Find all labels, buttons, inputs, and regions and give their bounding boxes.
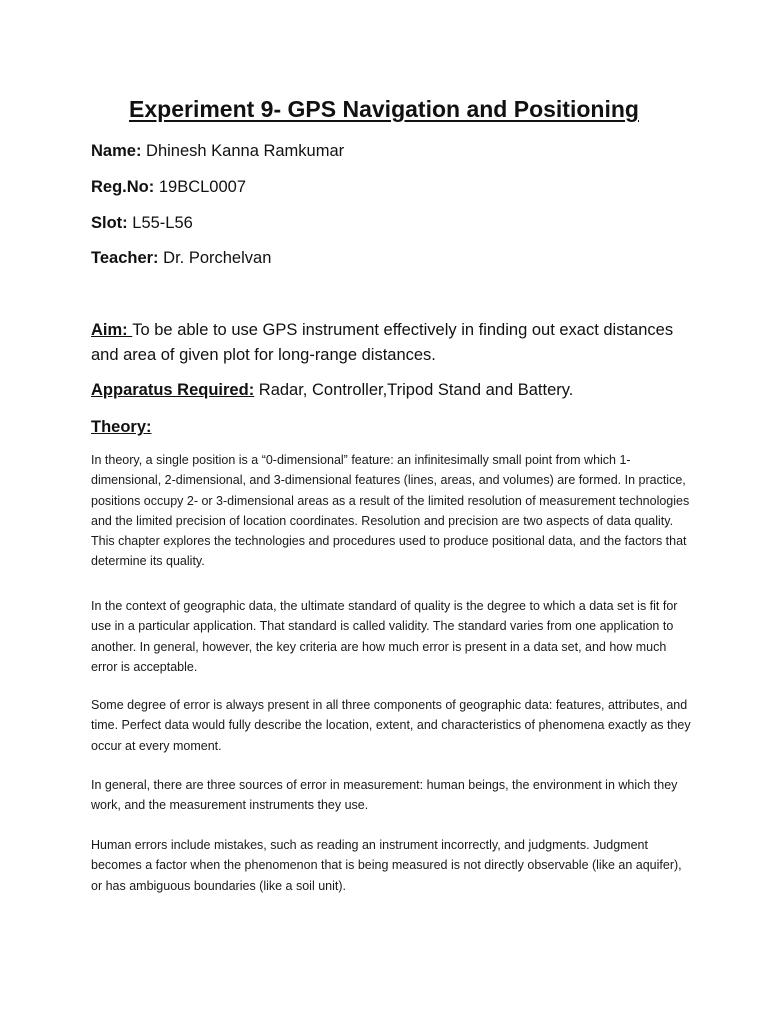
- theory-heading: Theory:: [91, 418, 152, 436]
- page-title: Experiment 9- GPS Navigation and Positioning: [129, 96, 639, 122]
- name-field: [91, 140, 344, 162]
- teacher-field: [91, 247, 271, 269]
- slot-value: L55-L56: [132, 214, 193, 232]
- theory-paragraph: In general, there are three sources of error in measurement: human beings, the environment in which they work, and the measurement instruments they use.: [91, 778, 678, 813]
- reg-no-field: [91, 176, 246, 198]
- theory-paragraph: In the context of geographic data, the ultimate standard of quality is the degree to which a data set is fit for use in a particular application. That standard is called validity. The standard varies from one application to another. In general, however, the key criteria are how much error is present in a data set, and how much error is acceptable.: [91, 599, 678, 674]
- theory-paragraph: In theory, a single position is a “0-dimensional” feature: an infinitesimally small point from which 1-dimensional, 2-dimensional, and 3-dimensional features (lines, areas, and volumes) are formed. In practice, positions occupy 2- or 3-dimensional areas as a result of the limited resolution of measurement technologies and the limited precision of location coordinates. Resolution and precision are two aspects of data quality. This chapter explores the technologies and procedures used to produce positional data, and the factors that determine its quality.: [91, 453, 690, 569]
- reg-no-value: 19BCL0007: [158, 178, 247, 196]
- apparatus-section: [91, 379, 711, 401]
- teacher-label: Teacher:: [91, 249, 159, 267]
- apparatus-label: Apparatus Required:: [91, 381, 255, 399]
- theory-paragraph: Some degree of error is always present in all three components of geographic data: features, attributes, and time. Perfect data would fully describe the location, extent, and characteristics of phenomena exactly as they occur at every moment.: [91, 698, 691, 753]
- apparatus-text: Radar, Controller,Tripod Stand and Battery.: [258, 381, 574, 399]
- aim-section: [91, 318, 691, 368]
- name-value: Dhinesh Kanna Ramkumar: [146, 142, 345, 160]
- theory-paragraph: Human errors include mistakes, such as reading an instrument incorrectly, and judgments. Judgment becomes a factor when the phenomenon that is being measured is not directly observable (like an aquifer), or has ambiguous boundaries (like a soil unit).: [91, 838, 682, 893]
- aim-label: Aim:: [91, 321, 133, 339]
- slot-label: Slot:: [91, 214, 128, 232]
- aim-text: To be able to use GPS instrument effectively in finding out exact distances and area of given plot for long-range distances.: [91, 321, 674, 364]
- slot-field: [91, 212, 193, 234]
- name-label: Name:: [91, 142, 142, 160]
- teacher-value: Dr. Porchelvan: [163, 249, 272, 267]
- reg-no-label: Reg.No:: [91, 178, 155, 196]
